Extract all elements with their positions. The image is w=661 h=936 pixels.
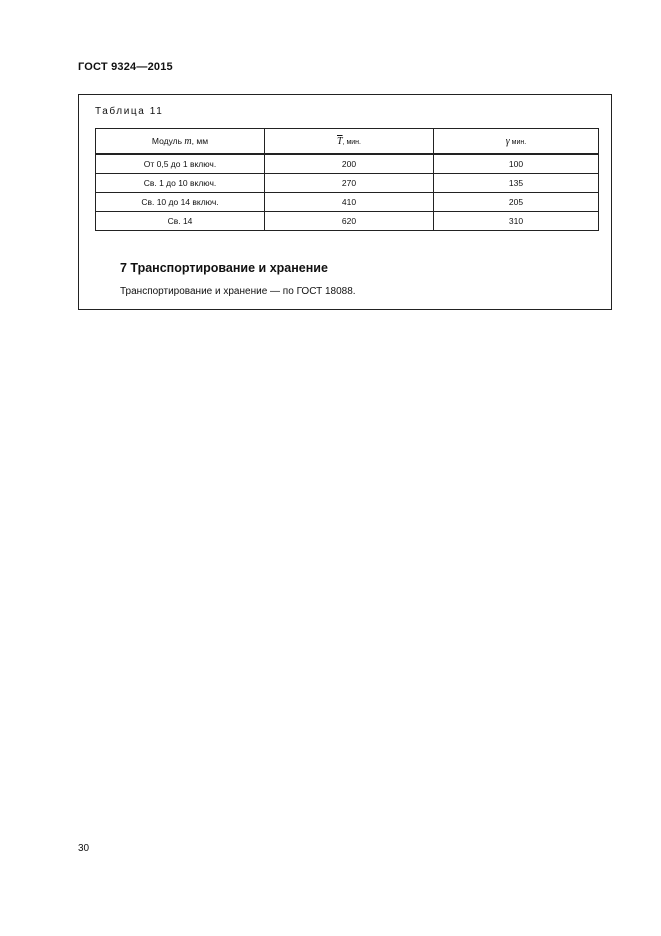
column-header-module-label: Модуль bbox=[151, 135, 185, 146]
table-cell: 270 bbox=[265, 174, 434, 193]
t-gamma-unit: мин. bbox=[509, 138, 527, 146]
table-cell: 310 bbox=[434, 212, 599, 231]
column-header-module bbox=[96, 129, 265, 155]
column-header-t-mean bbox=[265, 129, 434, 155]
module-symbol: m bbox=[184, 135, 192, 147]
section-heading: 7 Транспортирование и хранение bbox=[120, 261, 328, 275]
table-row bbox=[96, 193, 599, 212]
page-number: 30 bbox=[78, 843, 90, 854]
table-header-row bbox=[96, 129, 599, 155]
table-cell: От 0,5 до 1 включ. bbox=[96, 154, 265, 174]
gamma-symbol: γ bbox=[505, 135, 510, 147]
table-caption: Таблица 11 bbox=[95, 106, 164, 117]
t-mean-unit: , мин. bbox=[342, 138, 361, 146]
column-header-t-gamma bbox=[434, 129, 599, 155]
table-cell: 205 bbox=[434, 193, 599, 212]
table-row bbox=[96, 174, 599, 193]
section-body-text: Транспортирование и хранение — по ГОСТ 18088. bbox=[120, 286, 356, 297]
table-cell: Св. 14 bbox=[96, 212, 265, 231]
module-unit: , мм bbox=[191, 135, 209, 146]
t-mean-symbol: $\overline{T}$ bbox=[337, 135, 343, 147]
table-cell: 620 bbox=[265, 212, 434, 231]
table-cell: Св. 10 до 14 включ. bbox=[96, 193, 265, 212]
table-cell: 200 bbox=[265, 154, 434, 174]
table-cell: 100 bbox=[434, 154, 599, 174]
table-cell: Св. 1 до 10 включ. bbox=[96, 174, 265, 193]
table-row bbox=[96, 212, 599, 231]
data-table bbox=[95, 128, 599, 231]
table-cell: 135 bbox=[434, 174, 599, 193]
table-cell: 410 bbox=[265, 193, 434, 212]
table-row bbox=[96, 154, 599, 174]
document-code: ГОСТ 9324—2015 bbox=[78, 61, 173, 73]
